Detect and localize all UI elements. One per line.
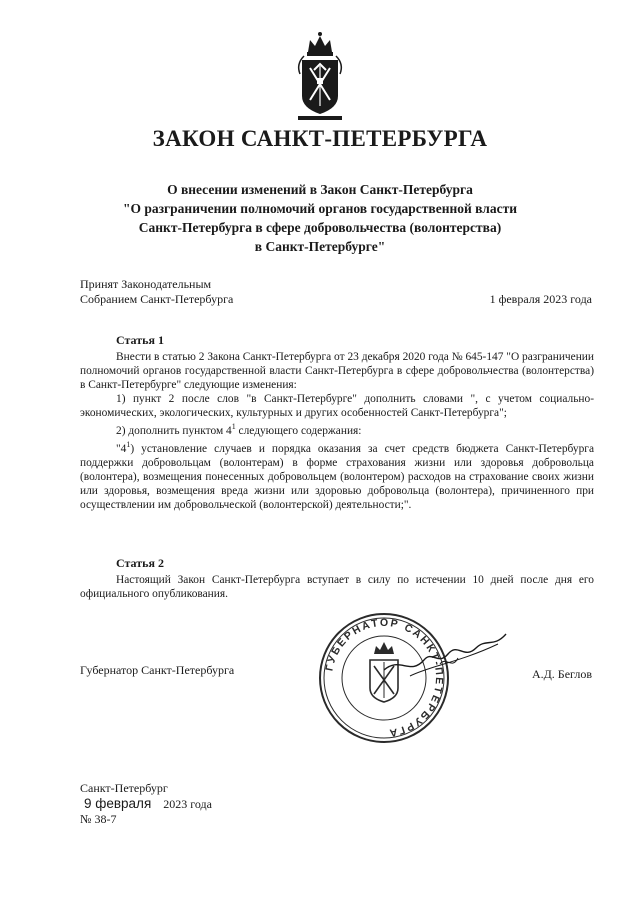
quote-start: "4 [116, 442, 127, 455]
spb-coat-of-arms-icon [290, 30, 350, 124]
adoption-date: 1 февраля 2023 года [489, 292, 592, 306]
article-1-item-2 [80, 420, 594, 438]
law-number: № 38-7 [80, 812, 117, 826]
quote-text: ) установление случаев и порядка оказания за счет средств бюджета Санкт-Петербурга поддержки добровольцам (волонтерам) в форме страхования жизни или здоровья добровольца (волонтера), возмещения понесенных добровольцем (волонтером) расходов на страхование своих жизни или здоровья, возмещения вреда жизни или здоровью добровольца (волонтера), причиненного при осуществлении им добровольческой (волонтерской) деятельности;". [80, 442, 594, 511]
subtitle-line: Санкт-Петербурга в сфере добровольчества (волонтерства) [138, 220, 502, 235]
article-1-heading: Статья 1 [116, 333, 164, 347]
item-2-text-end: следующего содержания: [235, 424, 362, 437]
document-title: ЗАКОН САНКТ-ПЕТЕРБУРГА [152, 126, 488, 151]
item-2-superscript: 1 [231, 422, 236, 431]
signing-city: Санкт-Петербург [80, 781, 168, 795]
article-1-quote [80, 438, 594, 512]
subtitle-line: в Санкт-Петербурге" [254, 239, 386, 254]
signing-date [84, 796, 212, 812]
subtitle-line: О внесении изменений в Закон Санкт-Петербурга [167, 182, 473, 197]
article-1-intro: Внести в статью 2 Закона Санкт-Петербурга от 23 декабря 2020 года № 645-147 "О разграничении полномочий органов государственной власти Санкт-Петербурга в сфере добровольчества (волонтерства) в Санкт-Петербурге" следующие изменения: [80, 351, 594, 391]
item-2-text: 2) дополнить пунктом 4 [116, 424, 232, 437]
article-2 [80, 556, 594, 601]
quote-superscript: 1 [126, 439, 131, 449]
subtitle-line: "О разграничении полномочий органов государственной власти [122, 201, 518, 216]
signing-year: 2023 года [163, 797, 212, 811]
adoption-line: Собранием Санкт-Петербурга [80, 292, 234, 306]
handwritten-signature-icon [380, 626, 510, 686]
adoption-line: Принят Законодательным [80, 277, 212, 291]
adoption-body [80, 277, 233, 307]
signing-day-month: 9 февраля [84, 796, 152, 811]
article-2-heading: Статья 2 [116, 556, 164, 570]
governor-name: А.Д. Беглов [531, 667, 592, 681]
article-2-text: Настоящий Закон Санкт-Петербурга вступает в силу по истечении 10 дней после дня его официального опубликования. [80, 574, 594, 600]
law-subtitle [60, 180, 580, 256]
article-1-item-1: 1) пункт 2 после слов "в Санкт-Петербурге" дополнить словами ", с учетом социально-экономических, экологических, культурных и других особенностей Санкт-Петербурга"; [80, 393, 594, 419]
seal-text: ГУБЕРНАТОР САНКТ-ПЕТЕРБУРГА [323, 616, 446, 740]
governor-position: Губернатор Санкт-Петербурга [80, 663, 235, 677]
signing-place-date [80, 781, 212, 827]
article-1 [80, 333, 594, 512]
